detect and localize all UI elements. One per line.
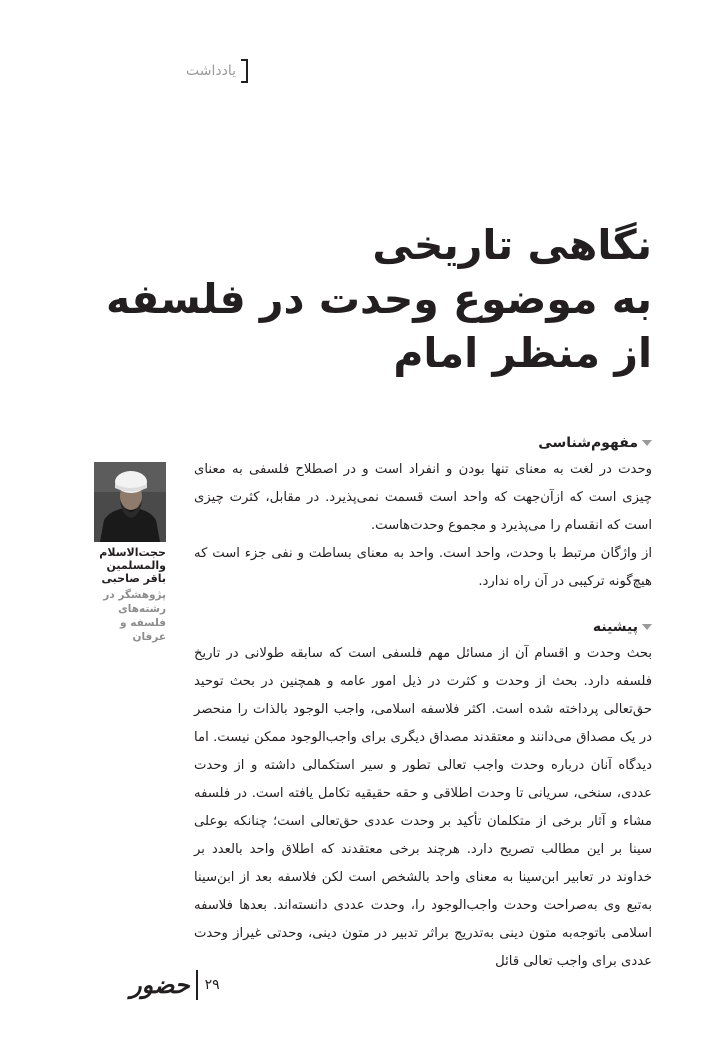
triangle-bullet-icon [642, 624, 652, 630]
paragraph: وحدت در لغت به معنای تنها بودن و انفراد است و در اصطلاح فلسفی به معنای چیزی است که ازآن‌جهت که واحد است قسمت نمی‌پذیرد. در مقابل، کثرت چیزی است که انقسام را می‌پذیرد و مجموع وحدت‌هاست. [194, 462, 652, 533]
author-name: حجت‌الاسلام والمسلمین باقر صاحبی [99, 546, 166, 585]
footer-divider [196, 970, 198, 1000]
section-label [186, 60, 248, 82]
section-label-text: یادداشت [186, 63, 236, 79]
author-photo [94, 462, 166, 542]
triangle-bullet-icon [642, 440, 652, 446]
author-box [94, 462, 166, 644]
title-line-1: نگاهی تاریخی [372, 221, 652, 269]
title-line-2: به موضوع وحدت در فلسفه [105, 275, 652, 323]
section-heading-text: مفهوم‌شناسی [538, 435, 638, 451]
section-heading-background [194, 614, 652, 640]
title-line-3: از منظر امام [393, 329, 652, 377]
page-number: ۲۹ [204, 977, 220, 993]
author-role: پژوهشگر در رشته‌های فلسفه و عرفان [103, 589, 166, 643]
bracket-mark [241, 59, 248, 83]
magazine-logo: حضور [130, 971, 190, 999]
article-title [92, 218, 652, 380]
section-heading-concept [194, 430, 652, 456]
paragraph: از واژگان مرتبط با وحدت، واحد است. واحد به معنای بساطت و نفی جزء است که هیچ‌گونه ترکیبی در آن راه ندارد. [194, 546, 652, 589]
article-body [194, 430, 652, 976]
page-footer [130, 968, 220, 1002]
section-heading-text: پیشینه [592, 619, 638, 635]
paragraph: بحث وحدت و اقسام آن از مسائل مهم فلسفی است که سابقه طولانی در تاریخ فلسفه دارد. بحث از وحدت و کثرت در ذیل امور عامه و همچنین در بحث توحید حق‌تعالی پرداخته شده است. اکثر فلاسفه اسلامی، واجب الوجود بالذات را منحصر در یک مصداق می‌دانند و معتقدند مصداق دیگری برای واجب‌الوجود ممکن نیست. اما دیدگاه آنان درباره وحدت واجب تعالی تطور و سیر استکمالی داشته و از وحدت عددی، سنخی، سریانی تا وحدت اطلاقی و حقه حقیقیه تکامل یافته است. در فلسفه مشاء و آثار برخی از متکلمان تأکید بر وحدت عددی حق‌تعالی است؛ چنانکه بوعلی سینا بر این مطالب تصریح دارد. هرچند برخی معتقدند که اطلاق واحد بالعدد بر خداوند در تعابیر ابن‌سینا به معنای واحد بالشخص است لکن فلاسفه بعد از ابن‌سینا به‌تبع وی به‌صراحت وحدت واجب‌الوجود را، وحدت عددی دانسته‌اند. بعدها فلاسفه اسلامی باتوجه‌به متون دینی به‌تدریج براثر تدبیر در متون دینی، وحدتی غیراز وحدت عددی برای واجب تعالی قائل [194, 646, 652, 969]
